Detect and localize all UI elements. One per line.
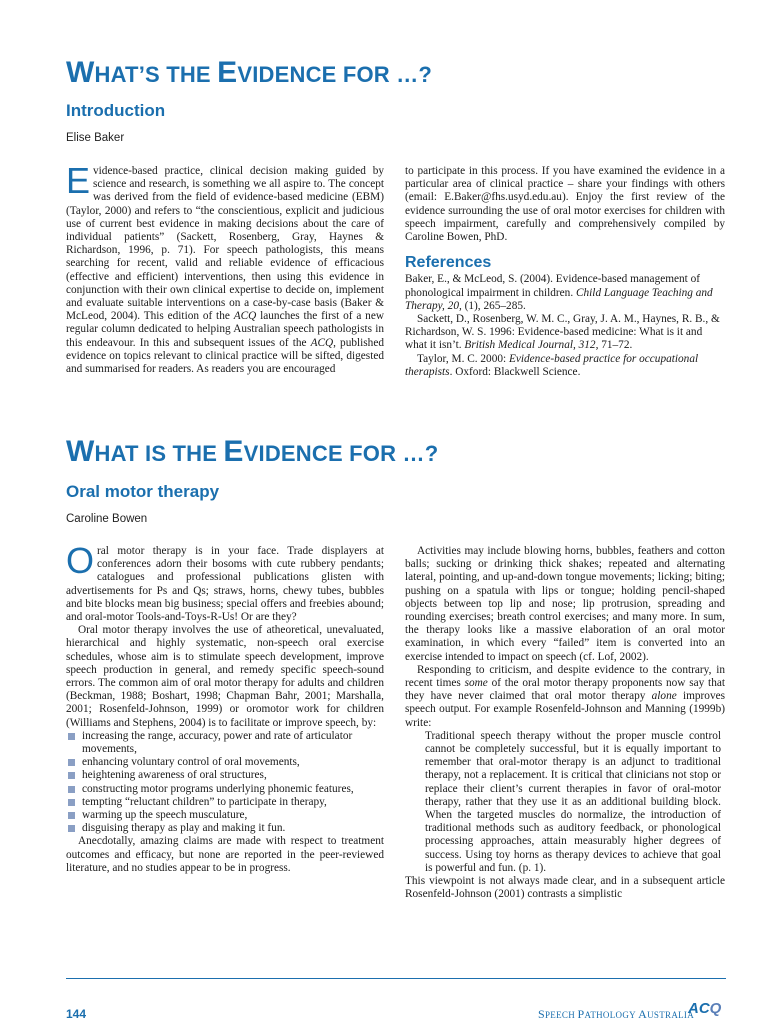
article-paragraph: Responding to criticism, and despite evidence to the contrary, in recent times some of the oral motor therapy proponents now say that they have never claimed that oral motor therapy alone improves speech output. For example Rosenfeld-Johnson and Manning (1999b) write:	[405, 663, 725, 729]
article-subtitle: Oral motor therapy	[66, 482, 220, 501]
intro-paragraph-1: Evidence-based practice, clinical decision making guided by science and research, is something we all aspire to. The concept was derived from the field of evidence-based medicine (EBM) (Taylor, 2000) and refers to “the conscientious, explicit and judicious use of current best evidence in making decisions about the care of individual patients” (Sackett, Rosenberg, Gray, Haynes & Richardson, 1996, p. 71). For speech pathologists, this means searching for recent, valid and reliable evidence of efficacious (effective and efficient) interventions, then using this evidence in conjunction with their own clinical expertise to decide on, implement and evaluate suitable interventions on a case-by-case basis (Baker & McLeod, 2004). This edition of the ACQ launches the first of a new regular column dedicated to helping Australian speech pathologists in this endeavour. In this and subsequent issues of the ACQ, published evidence on topics relevant to clinical practice will be sifted, digested and summarised for readers. As readers you are encouraged	[66, 160, 385, 376]
bullet-square-icon	[68, 825, 75, 832]
intro-title: WHAT’S THE EVIDENCE FOR …?	[66, 56, 433, 89]
list-item: enhancing voluntary control of oral movements,	[66, 756, 384, 769]
intro-subtitle: Introduction	[66, 101, 166, 120]
article-column-left	[66, 540, 384, 875]
page-number: 144	[66, 1007, 87, 1021]
list-item: constructing motor programs underlying phonemic features,	[66, 783, 384, 796]
intro-column-right	[405, 165, 725, 379]
bullet-square-icon	[68, 772, 75, 779]
article-paragraph: Activities may include blowing horns, bubbles, feathers and cotton balls; sucking or drinking thick shakes; repeated and alternating lateral, pointing, and up-and-down tongue movements; licking; biting; pushing on a spatula with lips or tongue; holding pencil-shaped objects between top lip and nose; lip protrusion, spreading and rounding exercises; breath control exercises; and many more. In sum, the therapy looks like a massive elaboration of an oral motor examination, in which every “failed” item is converted into an exercise intended to impact on speech (cf. Lof, 2002).	[405, 545, 725, 663]
article-paragraph: Oral motor therapy is in your face. Trade displayers at conferences adorn their bosoms with cute rubbery pendants; catalogues and professional publications glisten with advertisements for Ps and Qs; straws, horns, chewy tubes, bubbles and bite blocks mean big business; special offers and freebies abound; and oral-motor Tools-and-Toys-R-Us! Or are they?	[66, 540, 384, 624]
reference-item: Baker, E., & McLeod, S. (2004). Evidence-based management of phonological impairment in children. Child Language Teaching and Therapy, 20, (1), 265–285.	[405, 273, 713, 312]
article-column-right	[405, 545, 725, 901]
article-paragraph: Anecdotally, amazing claims are made with respect to treatment outcomes and efficacy, but none are reported in the peer-reviewed literature, and no studies appear to be in progress.	[66, 835, 384, 874]
bullet-square-icon	[68, 733, 75, 740]
block-quote: Traditional speech therapy without the proper muscle control cannot be completely successful, but it is equally important to remember that oral-motor therapy is an adjunct to traditional therapy, not a replacement. It is critical that clinicians not stop or replace their client’s current therapies in favor of oral-motor therapy, rather that they use it as an additional building block. When the targeted muscles do normalize, the introduction of traditional methods such as auditory feedback, or phonological processing approaches, attain measurably higher degrees of success. Using toy horns as therapy devices to achieve that goal is powerful and fun. (p. 1).	[425, 729, 721, 874]
list-item: disguising therapy as play and making it fun.	[66, 822, 384, 835]
list-item: heightening awareness of oral structures,	[66, 769, 384, 782]
journal-name: SPEECH PATHOLOGY AUSTRALIA	[538, 1007, 695, 1021]
article-title: WHAT IS THE EVIDENCE FOR …?	[66, 435, 439, 468]
intro-dropcap: E	[66, 160, 91, 201]
acq-logo: ACQ	[688, 1000, 722, 1017]
reference-item: Sackett, D., Rosenberg, W. M. C., Gray, J. A. M., Haynes, R. B., & Richardson, W. S. 1996: Evidence-based medicine: What is it and what it isn’t. British Medical Journal, 312, 71–72.	[405, 313, 720, 352]
bullet-square-icon	[68, 812, 75, 819]
list-item: increasing the range, accuracy, power and rate of articulator movements,	[66, 730, 384, 756]
intro-column-left	[66, 160, 385, 376]
list-item: tempting “reluctant children” to participate in therapy,	[66, 796, 384, 809]
list-item: warming up the speech musculature,	[66, 809, 384, 822]
article-paragraph: This viewpoint is not always made clear, and in a subsequent article Rosenfeld-Johnson (2001) contrasts a simplistic	[405, 875, 725, 901]
intro-paragraph-2: to participate in this process. If you have examined the evidence in a particular area of clinical practice – share your findings with others (email: E.Baker@fhs.usyd.edu.au). Enjoy the first review of the evidence surrounding the use of oral motor exercises for children with speech impairment, carefully and comprehensively compiled by Caroline Bowen, PhD.	[405, 165, 725, 244]
article-author: Caroline Bowen	[66, 513, 148, 525]
article-dropcap: O	[66, 540, 95, 581]
article-paragraph: Oral motor therapy involves the use of atheoretical, unevaluated, hierarchical and highly systematic, non-speech oral exercise schedules, whose aim is to stimulate speech development, improve speech production in general, and remedy specific speech-sound errors. The common aim of oral motor therapy for adults and children (Beckman, 1988; Boshart, 1998; Chapman Bahr, 2001; Marshalla, 2001; Rosenfeld-Johnson, 1999) or oromotor work for children (Williams and Stephens, 2004) is to facilitate or improve speech, by:	[66, 624, 384, 729]
bullet-square-icon	[68, 799, 75, 806]
bullet-list	[66, 730, 384, 836]
references-heading: References	[405, 254, 492, 272]
reference-item: Taylor, M. C. 2000: Evidence-based practice for occupational therapists. Oxford: Blackwell Science.	[405, 352, 699, 378]
footer-rule	[66, 978, 726, 979]
intro-author: Elise Baker	[66, 132, 125, 144]
bullet-square-icon	[68, 759, 75, 766]
bullet-square-icon	[68, 786, 75, 793]
